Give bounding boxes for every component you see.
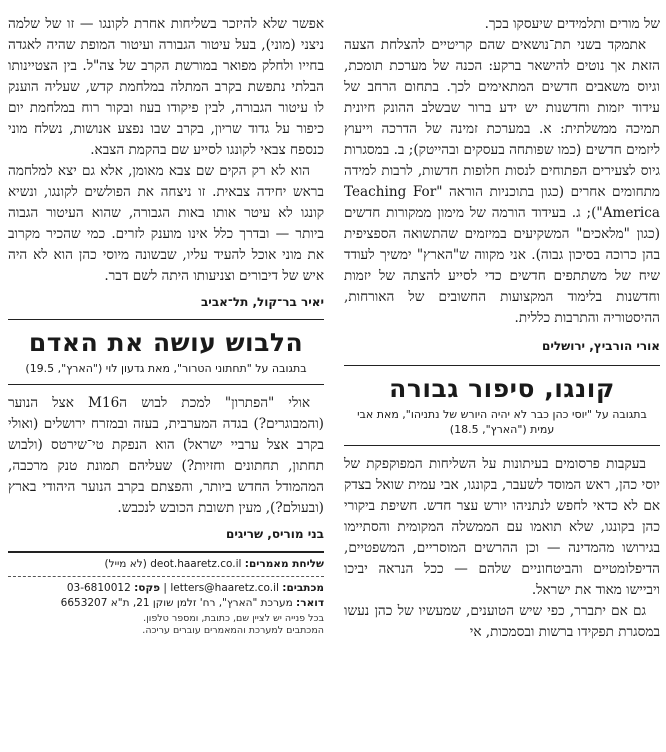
articles-note: (לא מייל) bbox=[104, 558, 147, 570]
articles-email[interactable]: deot.haaretz.co.il bbox=[150, 558, 242, 570]
mail-zip: 6653207 bbox=[60, 597, 108, 609]
headline-clothing: הלבוש עושה את האדם bbox=[28, 328, 304, 357]
congo-paragraph-1: בעקבות פרסומים בעיתונות על השליחות המפוקפקת של יוסי כהן, ראש המוסד לשעבר, בקונגו, אבי עמית שואל בצדק אם לא כדאי לחפש לנתניהו יורש עצר חדש. חשיפת ביקורי כהן בקונגו, שלא תואמו עם הממשלה המקומית והסתיימו בגירושו מהמדינה — וכן ההרשים המוסריים, המשפטיים, הדיפלומטיים והביטחוניים שלהם — ככל הנראה יביכו ויביישו מאוד את ישראל. bbox=[344, 456, 660, 598]
headline-congo: קונגו, סיפור גבורה bbox=[389, 374, 615, 403]
subhead-divider-left bbox=[8, 384, 324, 385]
contact-note-1: בכל פנייה יש לציין שם, כתובת, ומספר טלפון. bbox=[143, 613, 324, 624]
letter-signature: אורי הורביץ, ירושלים bbox=[541, 339, 660, 353]
intro-text: של מורים ותלמידים שיעסקו בכך. bbox=[484, 16, 660, 32]
letter-body: אתמקד בשני תת־נושאים שהם קריטיים להצלחת הצעה הזאת אך נוטים להישאר ברקע: הכנה של מערכת תומכת, וגיוס משאבים חדשים המתאימים לכך. בתחום הרחב של עידוד יזמות וחדשנות יש ידע ברור שבשלב ההונק חיונית תמיכה ממשלתית: א. במערכת זמינה של הדרכה וייעוץ ליזמים חדשים (כמו שפותחה בעסקים ובהייטק); ב. במסגרות גיוס לצעירים הפתוחים לנסות חלופות חדשות, לרבות למידה מתחומים אחרים (כגון בתוכניות הוראה "Teaching For America"); ג. בעידוד הורמה של מימון ממקורות חדשים (כגון "מלאכים" המשקיעים במיזמים שהתשואה הספציפית בהן כרוכה בסיכון גבוה). אני מקווה ש"הארץ" ימשיך לעודד שיח של משתתפים חדשים כדי לסייע להצתה של יזמות וחדשנות בלימוד המקצועות החשובים של האורחות, ההיסטוריה והתרבות כללית. bbox=[344, 37, 660, 326]
letters-email[interactable]: letters@haaretz.co.il bbox=[170, 582, 279, 594]
clothing-paragraph: אולי "הפתרון" למכת לבוש הM16 אצל הנוער (והמבוגרים?) בגדה המערבית, בעזה ובמזרח ירושלים (ואולי בקרב אצל ערביי ישראל) הוא הנפקת טי־שירטס (ולבוש תחתון, תחתונים וחזיות?) שעליהם תמונת טנק מרכבה, המהמודל החדש ביותר, והפצתם בקרב הנוער היהודי בארץ (ובעולם?), מעין תשובת הכובש לנכבש. bbox=[8, 395, 324, 516]
mail-label: דואר: bbox=[296, 597, 324, 609]
contact-top-rule bbox=[8, 551, 324, 553]
articles-label: שליחת מאמרים: bbox=[244, 558, 324, 570]
contact-mail-row bbox=[8, 596, 324, 611]
contact-articles-row bbox=[8, 557, 324, 572]
left-column bbox=[8, 0, 324, 637]
mony-paragraph-1: אפשר שלא להיזכר בשליחות אחרת לקונגו — זו של שלמה ניצני (מוני), בעל עיטור הגבורה ועיטור המופת שהיה לאגדה בחייו ולחלק מפואר במורשת הקרב של צה"ל. בין הצטיינותו הבלתי נתפשת בקרב המתלה במלחמת קדש, שעליה הוענק לו עיטור הגבורה, לבין פיקודו בעוז ובקור רוח במלחמת יום כיפור על גדוד שריון, בקרב שבו נפצע אנושות, נשלח מוני כנספח צבאי לקונגו לסייע שם בהקמת הצבא. bbox=[8, 16, 324, 158]
letter-signature-3: בני מוריס, שריגים bbox=[225, 527, 324, 541]
fax-label: פקס: bbox=[134, 582, 161, 594]
fax-number: 03-6810012 bbox=[66, 582, 131, 594]
contact-letters-row: מכתבים: letters@haaretz.co.il | פקס: 03-6810012 bbox=[66, 582, 324, 594]
letters-label: מכתבים: bbox=[282, 582, 324, 594]
contact-note-2: המכתבים למערכת והמאמרים עוברים עריכה. bbox=[142, 625, 324, 636]
mail-address: מערכת "הארץ", רח' זלמן שוקן 21, ת"א bbox=[110, 597, 293, 609]
contact-dash-rule bbox=[8, 576, 324, 577]
congo-paragraph-2: גם אם יתברר, כפי שיש הטוענים, שמעשיו של כהן נעשו במסגרת תפקידו ברשות ובסמכות, אי bbox=[344, 603, 660, 640]
right-column bbox=[344, 0, 660, 643]
subhead-congo: בתגובה על "יוסי כהן כבר לא יהיה היורש של נתניהו", מאת אבי עמית ("הארץ", 18.5) bbox=[357, 408, 647, 436]
section-divider-left bbox=[8, 319, 324, 320]
letter-signature-2: יאיר בר־קול, תל־אביב bbox=[200, 295, 324, 309]
section-divider bbox=[344, 365, 660, 366]
mony-paragraph-2: הוא לא רק הקים שם צבא מאומן, אלא גם יצא למלחמה בראש יחידה צבאית. זו ניצחה את הפולשים לקונגו, ונשיא קונגו לא עיטר אותו באות הגבורה, שהוא העיטור הגבוה ביותר — ובדרך כלל אינו מוענק לזרים. כמי שהכיר מקרוב את מוני אוכל להעיד עליו, שבשונה מיוסי כהן הוא לא היה איש של דיבורים וצניעותו היתה לשם דבר. bbox=[8, 163, 324, 284]
subhead-divider bbox=[344, 445, 660, 446]
subhead-clothing: בתגובה על "תחתוני הטרור", מאת גדעון לוי ("הארץ", 19.5) bbox=[25, 362, 307, 375]
